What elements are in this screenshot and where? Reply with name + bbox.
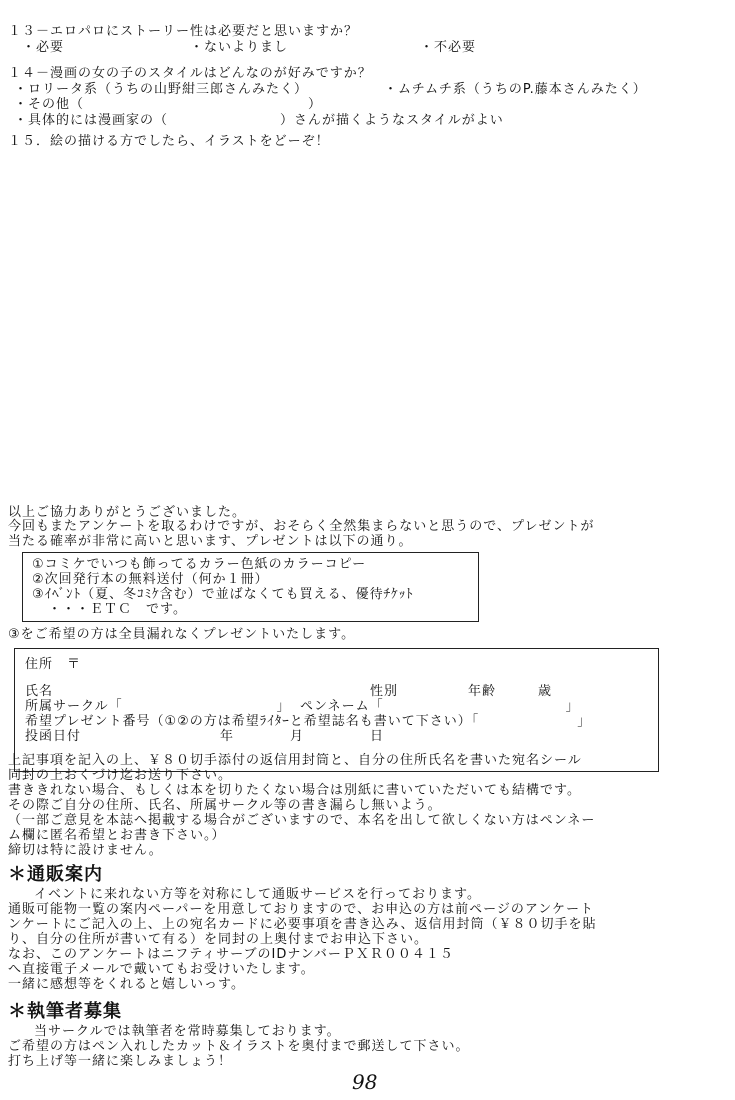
form-present-number: 希望プレゼント番号（①②の方は希望ﾗｲﾀｰと希望誌名も書いて下さい）「 」 bbox=[25, 714, 592, 729]
q14-option-other: ・その他（ ） bbox=[14, 97, 323, 112]
form-circle: 所属サークル「 」 bbox=[25, 699, 291, 714]
recruit-heading: ＊執筆者募集 bbox=[8, 1001, 122, 1022]
mail-order-line-2: 通販可能物一覧の案内ペーパーを用意しておりますので、お申込の方は前ページのアンケート bbox=[8, 902, 595, 917]
present-item-3: ③ｲﾍﾞﾝﾄ（夏、冬ｺﾐｹ含む）で並ばなくても買える、優待ﾁｹｯﾄ bbox=[32, 587, 414, 602]
instructions-line-4: その際ご自分の住所、氏名、所属サークル等の書き漏らし無いよう。 bbox=[8, 798, 442, 813]
mail-order-heading: ＊通販案内 bbox=[8, 864, 103, 885]
q14-option-specific-artist: ・具体的には漫画家の（ ）さんが描くようなスタイルがよい bbox=[14, 113, 504, 128]
mail-order-line-6: へ直接電子メールで戴いてもお受けいたします。 bbox=[8, 962, 315, 977]
instructions-line-1: 上記事項を記入の上、￥８０切手添付の返信用封筒と、自分の住所氏名を書いた宛名シール bbox=[8, 753, 582, 768]
instructions-line-6: ム欄に匿名希望とお書き下さい。） bbox=[8, 828, 226, 843]
mail-order-line-4: り、自分の住所が書いて有る）を同封の上奥付までお申込下さい。 bbox=[8, 932, 429, 947]
q14-option-lolita: ・ロリータ系（うちの山野紺三郎さんみたく） bbox=[14, 82, 309, 97]
mail-order-line-1: イベントに来れない方等を対称にして通販サービスを行っております。 bbox=[34, 887, 481, 902]
q13-option-necessary: ・必要 bbox=[22, 40, 65, 55]
recruit-line-1: 当サークルでは執筆者を常時募集しております。 bbox=[34, 1024, 341, 1039]
q14-option-muchimuchi: ・ムチムチ系（うちのP.藤本さんみたく） bbox=[384, 82, 647, 97]
form-date: 投函日付 bbox=[25, 729, 82, 744]
present-item-etc: ・・・ＥＴＣ です。 bbox=[48, 602, 187, 617]
form-age: 年齢 bbox=[468, 684, 497, 699]
form-date-month: 年 月 bbox=[220, 729, 305, 744]
instructions-line-5: （一部ご意見を本誌へ掲載する場合がございますので、本名を出して欲しくない方はペンネー bbox=[8, 813, 596, 828]
form-address: 住所 〒 bbox=[25, 657, 82, 672]
form-date-day: 日 bbox=[370, 729, 385, 744]
form-name: 氏名 bbox=[25, 684, 54, 699]
form-penname: ペンネーム「 」 bbox=[300, 699, 580, 714]
page-number: 98 bbox=[352, 1070, 378, 1094]
illustration-area bbox=[5, 150, 725, 495]
instructions-line-2: 同封の上おくづけ迄お送り下さい。 bbox=[8, 768, 233, 783]
q13-option-better-than-none: ・ないよりまし bbox=[190, 40, 289, 55]
mail-order-line-5: なお、このアンケートはニフティサーブのIDナンバーＰＸＲ００４１５ bbox=[8, 947, 454, 962]
present-item-2: ②次回発行本の無料送付（何か１冊） bbox=[32, 572, 269, 587]
present-item-1: ①コミケでいつも飾ってるカラー色紙のカラーコピー bbox=[32, 557, 367, 572]
mail-order-line-3: ンケートにご記入の上、上の宛名カードに必要事項を書き込み、返信用封筒（￥８０切手を貼 bbox=[8, 917, 597, 932]
question-13: １３－エロパロにストーリー性は必要だと思いますか？ bbox=[8, 24, 359, 39]
question-14: １４－漫画の女の子のスタイルはどんなのが好みですか？ bbox=[8, 66, 372, 81]
question-15: １５．絵の描ける方でしたら、イラストをどーぞ！ bbox=[8, 134, 330, 149]
mail-order-line-7: 一緒に感想等をくれると嬉しいっす。 bbox=[8, 977, 245, 992]
form-sex: 性別 bbox=[370, 684, 399, 699]
recruit-line-3: 打ち上げ等一緒に楽しみましょう！ bbox=[8, 1054, 233, 1069]
instructions-line-3: 書ききれない場合、もしくは本を切りたくない場合は別紙に書いていただいても結構です。 bbox=[8, 783, 581, 798]
thanks-line-1: 以上ご協力ありがとうございました。 bbox=[8, 505, 247, 520]
form-age-unit: 歳 bbox=[538, 684, 553, 699]
instructions-line-7: 締切は特に設けません。 bbox=[8, 843, 163, 858]
recruit-line-2: ご希望の方はペン入れしたカット＆イラストを奥付まで郵送して下さい。 bbox=[8, 1039, 470, 1054]
thanks-line-2: 今回もまたアンケートを取るわけですが、おそらく全然集まらないと思うので、プレゼントが bbox=[8, 519, 595, 534]
q13-option-unnecessary: ・不必要 bbox=[420, 40, 477, 55]
present-3-note: ③をご希望の方は全員漏れなくプレゼントいたします。 bbox=[8, 627, 356, 642]
thanks-line-3: 当たる確率が非常に高いと思います、プレゼントは以下の通り。 bbox=[8, 534, 413, 549]
